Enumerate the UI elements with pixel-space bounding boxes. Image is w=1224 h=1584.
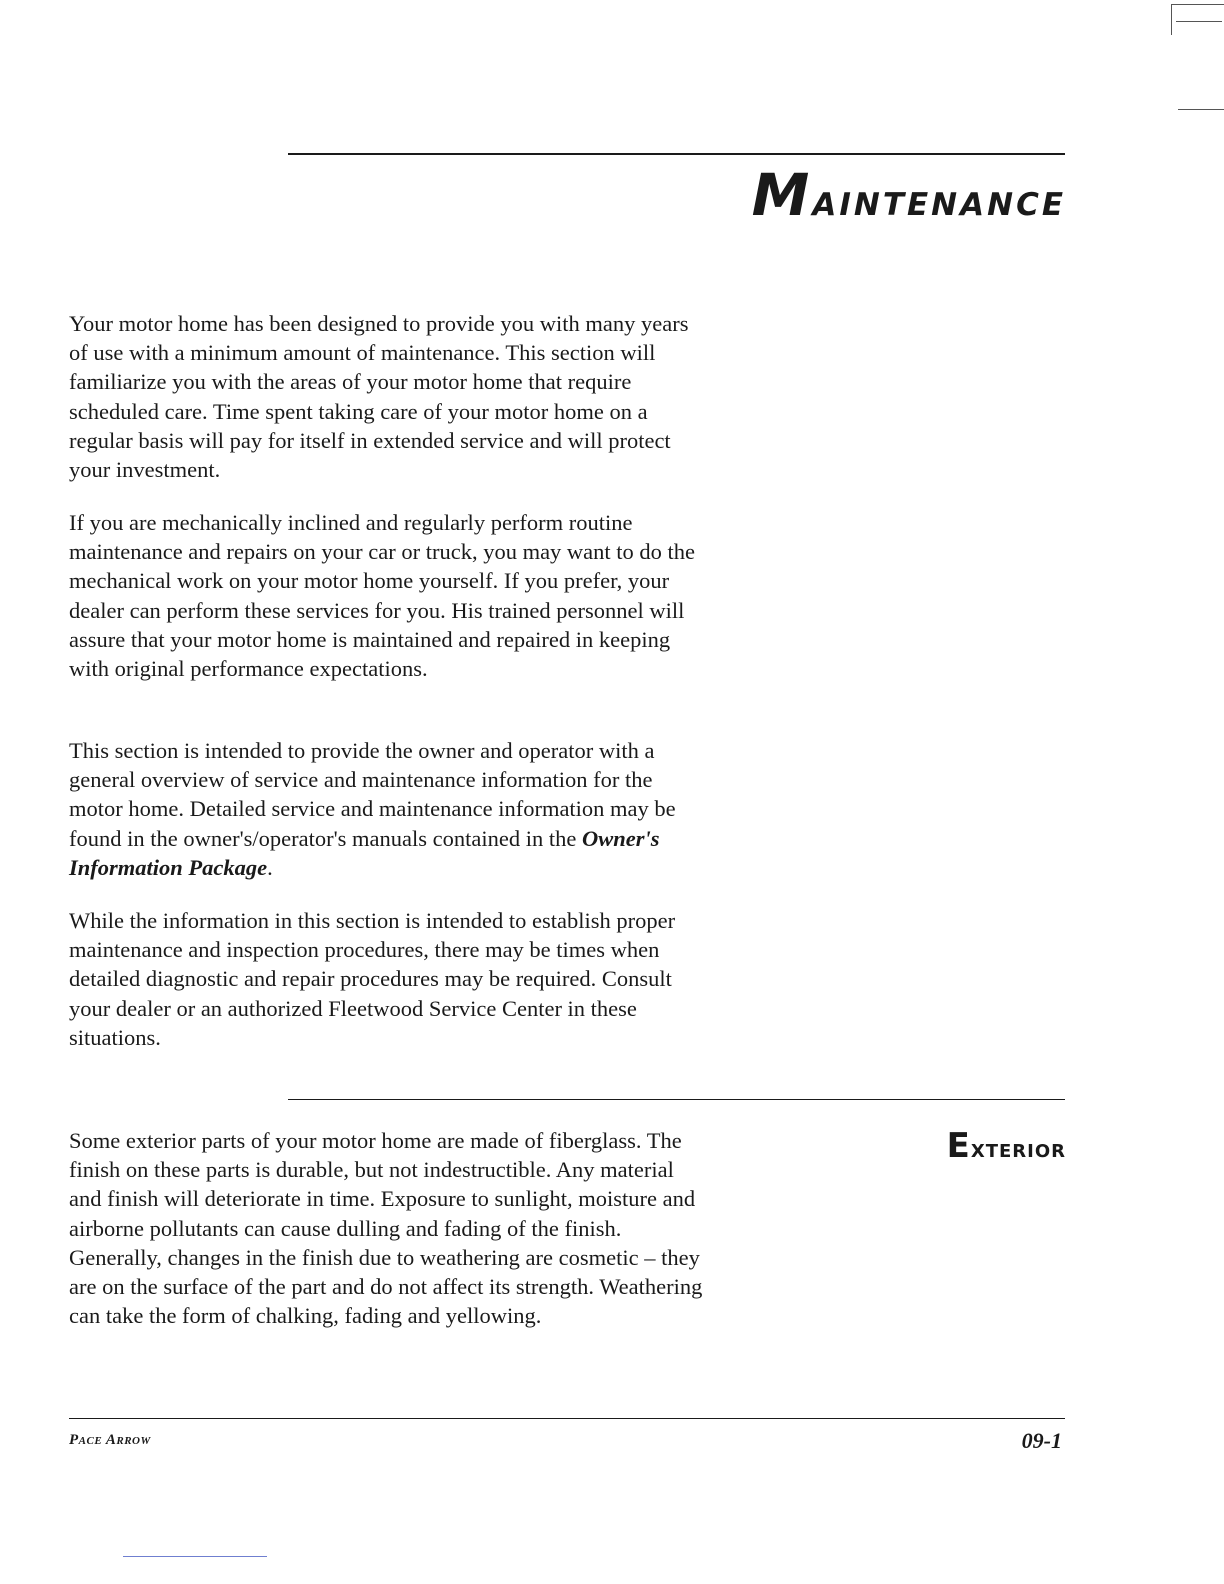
footer-page-number: 09-1 xyxy=(1021,1428,1062,1453)
stray-line xyxy=(123,1556,267,1557)
mechanical-paragraph: If you are mechanically inclined and regularly perform routine maintenance and repairs on your car or truck, you may want to do the mechanical work on your motor home yourself. If you prefer, your dealer can perform these services for you. His trained personnel will assure that your motor home is maintained and repaired in keeping with original performance expectations. xyxy=(69,510,696,682)
intro-paragraph: Your motor home has been designed to provide you with many years of use with a minimum amount of maintenance. This section will familiarize you with the areas of your motor home that require scheduled care. Time spent taking care of your motor home on a regular basis will pay for itself in extended service and will protect your investment. xyxy=(69,311,689,483)
registration-mark xyxy=(1171,4,1224,35)
footer-product-name: Pace Arrow xyxy=(69,1432,151,1448)
title-rule xyxy=(288,153,1065,155)
owners-package-title: Owner's Information Package xyxy=(69,825,660,880)
exterior-heading: Exterior xyxy=(946,1126,1066,1166)
overview-text: This section is intended to provide the owner and operator with a general overview of service and maintenance information for the motor home. Detailed service and maintenance information may be found in the owner's/operator's manuals contained in the xyxy=(69,738,676,851)
footer-rule xyxy=(69,1418,1065,1419)
overview-paragraph xyxy=(69,736,709,882)
section-rule xyxy=(288,1099,1065,1100)
exterior-paragraph: Some exterior parts of your motor home are made of fiberglass. The finish on these parts is durable, but not indestructible. Any material and finish will deteriorate in time. Exposure to sunlight, moisture and airborne pollutants can cause dulling and fading of the finish. Generally, changes in the finish due to weathering are cosmetic – they are on the surface of the part and do not affect its strength. Weathering can take the form of chalking, fading and yellowing. xyxy=(69,1128,703,1329)
registration-dash xyxy=(1178,109,1224,110)
procedures-paragraph: While the information in this section is intended to establish proper maintenance and inspection procedures, there may be times when detailed diagnostic and repair procedures may be required. Consult your dealer or an authorized Fleetwood Service Center in these situations. xyxy=(69,908,676,1050)
page-title: Maintenance xyxy=(751,161,1066,229)
overview-end: . xyxy=(267,854,273,880)
